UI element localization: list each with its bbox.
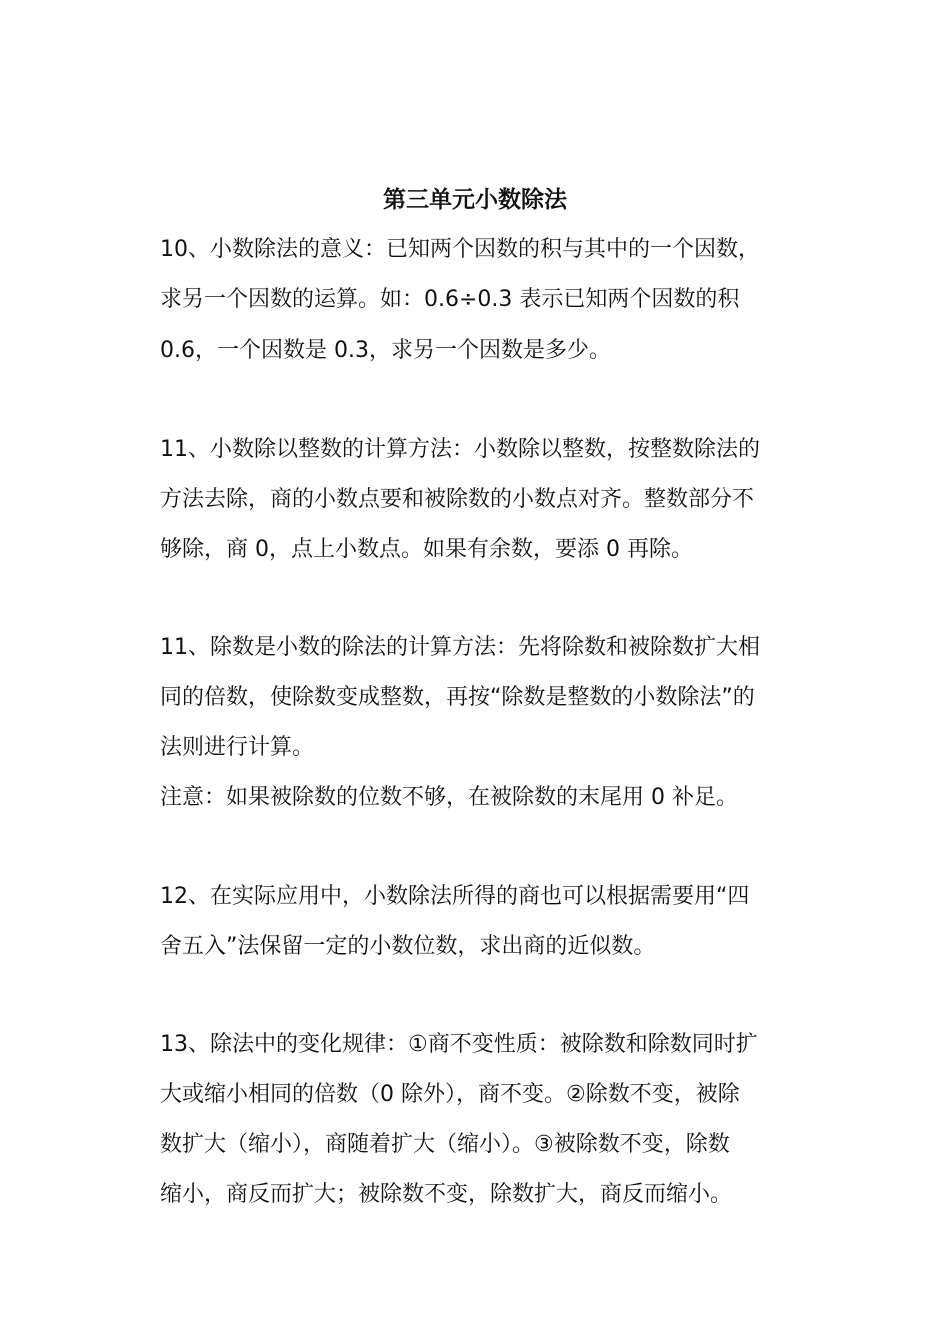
text-line: 同的倍数，使除数变成整数，再按“除数是整数的小数除法”的 xyxy=(160,685,755,710)
text-line: 方法去除，商的小数点要和被除数的小数点对齐。整数部分不 xyxy=(160,487,755,512)
text-line: 13、除法中的变化规律：①商不变性质：被除数和除数同时扩 xyxy=(160,1032,758,1057)
text-line: 数扩大（缩小），商随着扩大（缩小）。③被除数不变，除数 xyxy=(160,1132,730,1157)
text-line: 法则进行计算。 xyxy=(160,735,315,760)
text-line: 注意：如果被除数的位数不够，在被除数的末尾用 0 补足。 xyxy=(160,785,738,810)
text-line: 缩小，商反而扩大；被除数不变，除数扩大，商反而缩小。 xyxy=(160,1182,733,1207)
text-line: 11、小数除以整数的计算方法：小数除以整数，按整数除法的 xyxy=(160,437,760,462)
text-line: 0.6，一个因数是 0.3，求另一个因数是多少。 xyxy=(160,338,611,363)
text-line: 10、小数除法的意义：已知两个因数的积与其中的一个因数， xyxy=(160,237,760,262)
page-title: 第三单元小数除法 xyxy=(383,187,567,213)
text-line: 12、在实际应用中，小数除法所得的商也可以根据需要用“四 xyxy=(160,884,750,909)
text-line: 大或缩小相同的倍数（0 除外），商不变。②除数不变，被除 xyxy=(160,1082,740,1107)
text-line: 求另一个因数的运算。如：0.6÷0.3 表示已知两个因数的积 xyxy=(160,287,740,312)
text-line: 11、除数是小数的除法的计算方法：先将除数和被除数扩大相 xyxy=(160,635,760,660)
text-line: 舍五入”法保留一定的小数位数，求出商的近似数。 xyxy=(160,934,656,959)
text-line: 够除，商 0，点上小数点。如果有余数，要添 0 再除。 xyxy=(160,537,693,562)
